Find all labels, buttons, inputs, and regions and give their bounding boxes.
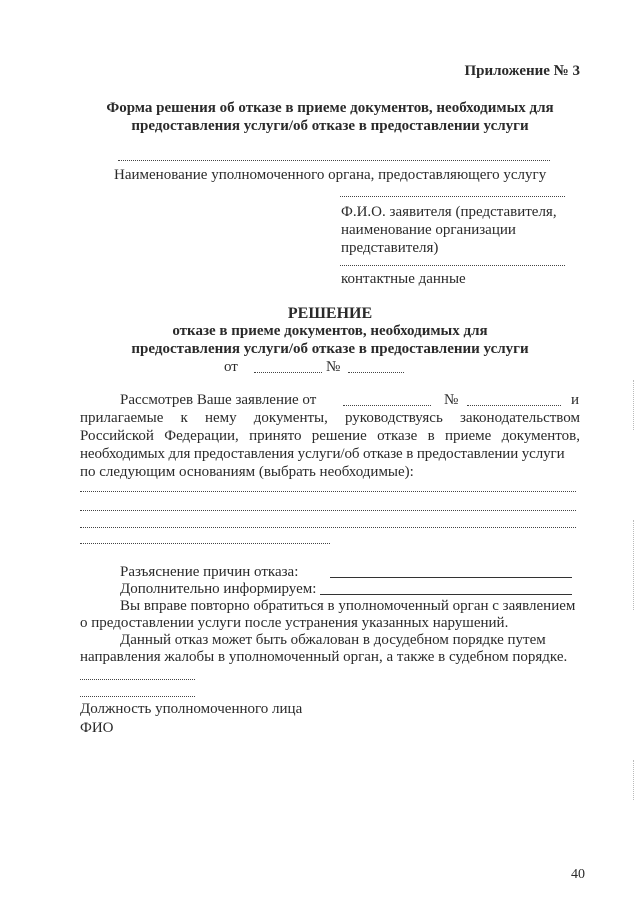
grounds-line xyxy=(80,491,576,492)
grounds-line xyxy=(80,527,576,528)
p1-and: и xyxy=(571,392,580,408)
p3-line1: Данный отказ может быть обжалован в досудебном порядке путем xyxy=(120,632,546,648)
grounds-line xyxy=(80,510,576,511)
p1-line2: прилагаемые к нему документы, руководствуясь законодательством xyxy=(80,410,580,426)
form-title-line2: предоставления услуги/об отказе в предоставлении услуги xyxy=(131,118,529,134)
applicant-line xyxy=(340,196,565,197)
decision-title: РЕШЕНИЕ xyxy=(287,305,373,322)
p1-number-label: № xyxy=(444,392,459,408)
contacts-caption: контактные данные xyxy=(341,271,466,287)
grounds-line xyxy=(80,543,330,544)
name-caption: ФИО xyxy=(80,720,114,736)
p1-date-line xyxy=(343,405,431,406)
decision-number-label: № xyxy=(326,359,341,375)
applicant-caption-line1: Ф.И.О. заявителя (представителя, xyxy=(341,204,557,220)
annex-label: Приложение № 3 xyxy=(464,63,580,79)
p1-start: Рассмотрев Ваше заявление от xyxy=(120,392,317,408)
signature-line xyxy=(80,696,195,697)
scan-margin-mark xyxy=(633,380,636,430)
additional-line xyxy=(320,594,572,595)
decision-from-label: от xyxy=(224,359,238,375)
decision-subtitle-line1: отказе в приеме документов, необходимых для xyxy=(172,323,488,339)
page-number: 40 xyxy=(571,867,585,882)
scan-margin-mark xyxy=(633,760,636,800)
p1-line5: по следующим основаниям (выбрать необходимые): xyxy=(80,464,414,480)
p1-line3: Российской Федерации, принято решение отказе в приеме документов, xyxy=(80,428,580,444)
explanation-line xyxy=(330,577,572,578)
additional-label: Дополнительно информируем: xyxy=(120,581,317,597)
authority-name-line xyxy=(118,160,550,161)
applicant-caption-line2: наименование организации xyxy=(341,222,516,238)
explanation-label: Разъяснение причин отказа: xyxy=(120,564,299,580)
form-title-line1: Форма решения об отказе в приеме документов, необходимых для xyxy=(106,100,554,116)
decision-subtitle-line2: предоставления услуги/об отказе в предоставлении услуги xyxy=(131,341,529,357)
p1-line4: необходимых для предоставления услуги/об отказе в предоставлении услуги xyxy=(80,446,565,462)
contacts-line xyxy=(340,265,565,266)
signature-line xyxy=(80,679,195,680)
p2-line1: Вы вправе повторно обратиться в уполномоченный орган с заявлением xyxy=(120,598,576,614)
decision-number-line xyxy=(348,372,404,373)
position-caption: Должность уполномоченного лица xyxy=(80,701,303,717)
scan-margin-mark xyxy=(633,520,636,610)
p2-line2: о предоставлении услуги после устранения указанных нарушений. xyxy=(80,615,509,631)
decision-date-line xyxy=(254,372,322,373)
p3-line2: направления жалобы в уполномоченный орган, а также в судебном порядке. xyxy=(80,649,568,665)
p1-number-line xyxy=(467,405,561,406)
applicant-caption-line3: представителя) xyxy=(341,240,439,256)
authority-caption: Наименование уполномоченного органа, предоставляющего услугу xyxy=(114,167,547,183)
